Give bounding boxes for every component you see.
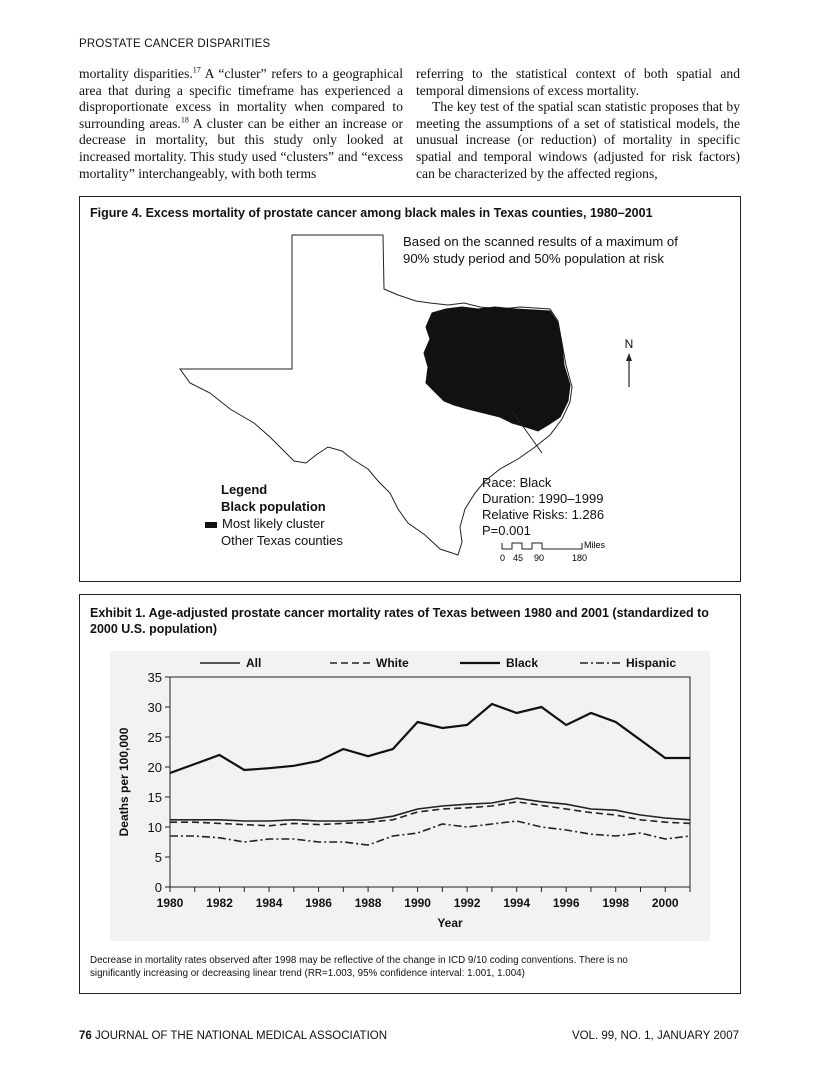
cluster-stats — [482, 475, 604, 539]
chart-legend — [200, 656, 676, 670]
scale-bar-line — [502, 543, 582, 549]
exhibit-note — [90, 955, 730, 980]
legend-title: Legend — [221, 482, 268, 497]
right-paragraph-2: The key test of the spatial scan statistic proposes that by meeting the assumptions of a set of statistical models, the unusual increase (or reduction) of mortality in specific spatial and temporal windows (adjusted for risk factors) can be characterized by the affected regions, — [416, 99, 740, 181]
stat-relative-risks: Relative Risks: 1.286 — [482, 507, 605, 522]
x-tick-label: 1980 — [156, 896, 184, 910]
x-tick-label: 1996 — [552, 896, 580, 910]
legend-label-white: White — [376, 656, 409, 670]
y-tick-label: 10 — [147, 820, 162, 835]
map-note — [403, 233, 713, 267]
ref-18: 18 — [180, 115, 189, 125]
x-tick-label: 1988 — [354, 896, 382, 910]
page-number: 76 — [79, 1030, 92, 1042]
x-tick-label: 1992 — [453, 896, 481, 910]
text-run: A “cluster” refers to a geographical area that during a specific timeframe has experienced a disproportionate excess in mortality when compared to surrounding areas. — [79, 66, 403, 131]
legend-label-black: Black — [506, 656, 539, 670]
journal-name: JOURNAL OF THE NATIONAL MEDICAL ASSOCIATION — [95, 1030, 388, 1042]
north-label: N — [624, 337, 634, 351]
exhibit-note-line-1: Decrease in mortality rates observed after 1998 may be reflective of the change in ICD 9/10 coding conventions. There is no — [90, 955, 628, 966]
chart-axes — [117, 670, 690, 930]
stat-race: Race: Black — [482, 475, 552, 490]
text-run: A cluster can be either an increase or decrease in mortality, but this study only looked at increased mortality. This study used “clusters” and “excess mortality” interchangeably, with both terms — [79, 115, 403, 181]
exhibit-1-box — [79, 594, 741, 994]
series-line-white — [170, 802, 690, 826]
x-axis-label: Year — [437, 916, 463, 930]
right-paragraph-1: referring to the statistical context of both spatial and temporal dimensions of excess mortality. — [416, 66, 740, 98]
footer-left — [79, 1030, 387, 1042]
scale-tick-180: 180 — [572, 553, 588, 563]
north-arrow-head — [626, 353, 632, 361]
scale-bar — [500, 539, 630, 565]
stat-p-value: P=0.001 — [482, 523, 531, 538]
left-paragraph — [79, 66, 403, 182]
y-tick-label: 25 — [147, 730, 162, 745]
x-tick-label: 1998 — [602, 896, 630, 910]
running-head: PROSTATE CANCER DISPARITIES — [79, 38, 271, 50]
legend-item-cluster — [205, 515, 343, 532]
plot-frame — [170, 677, 690, 887]
scale-tick-45: 45 — [513, 553, 524, 563]
legend-label-all: All — [246, 656, 262, 670]
x-tick-label: 1982 — [206, 896, 233, 910]
x-tick-label: 1986 — [305, 896, 332, 910]
y-axis-label: Deaths per 100,000 — [117, 727, 131, 837]
figure-4-box — [79, 196, 741, 582]
x-tick-label: 1994 — [503, 896, 531, 910]
y-tick-label: 35 — [147, 670, 162, 685]
x-tick-label: 2000 — [651, 896, 679, 910]
series-line-black — [170, 704, 690, 773]
cluster-swatch — [205, 522, 217, 528]
y-tick-label: 20 — [147, 760, 162, 775]
legend-item-other: Other Texas counties — [221, 533, 343, 548]
exhibit-note-line-2: significantly increasing or decreasing linear trend (RR=1.003, 95% confidence interval: 1.001, 1.004) — [90, 967, 525, 979]
map-legend — [205, 481, 343, 549]
text-run: mortality disparities. — [79, 66, 193, 81]
exhibit-title-line-2: 2000 U.S. population) — [90, 622, 218, 636]
mortality-chart — [110, 651, 710, 941]
right-column — [416, 66, 740, 182]
footer-issue: VOL. 99, NO. 1, JANUARY 2007 — [571, 1030, 739, 1042]
figure-4-title: Figure 4. Excess mortality of prostate cancer among black males in Texas counties, 1980–2001 — [90, 206, 653, 220]
x-tick-label: 1990 — [404, 896, 431, 910]
stat-duration: Duration: 1990–1999 — [482, 491, 604, 506]
legend-subtitle: Black population — [221, 499, 326, 514]
exhibit-title-line-1: Exhibit 1. Age-adjusted prostate cancer mortality rates of Texas between 1980 and 2001 (standardized to — [90, 606, 709, 620]
map-note-line-2: 90% study period and 50% population at risk — [403, 251, 664, 266]
map-note-line-1: Based on the scanned results of a maximum of — [403, 234, 678, 249]
y-tick-label: 5 — [154, 850, 162, 865]
scale-unit: Miles — [584, 540, 606, 550]
ref-17: 17 — [192, 65, 201, 75]
y-tick-label: 15 — [147, 790, 162, 805]
exhibit-1-title — [90, 605, 709, 637]
legend-label-hispanic: Hispanic — [626, 656, 677, 670]
scale-tick-90: 90 — [534, 553, 545, 563]
left-column — [79, 66, 403, 182]
scale-tick-0: 0 — [500, 553, 506, 563]
cluster-region — [424, 307, 570, 431]
series-line-all — [170, 798, 690, 821]
y-tick-label: 0 — [154, 880, 162, 895]
x-tick-label: 1984 — [255, 896, 283, 910]
y-tick-label: 30 — [147, 700, 162, 715]
legend-cluster-label: Most likely cluster — [222, 516, 325, 531]
chart-series — [170, 704, 690, 845]
